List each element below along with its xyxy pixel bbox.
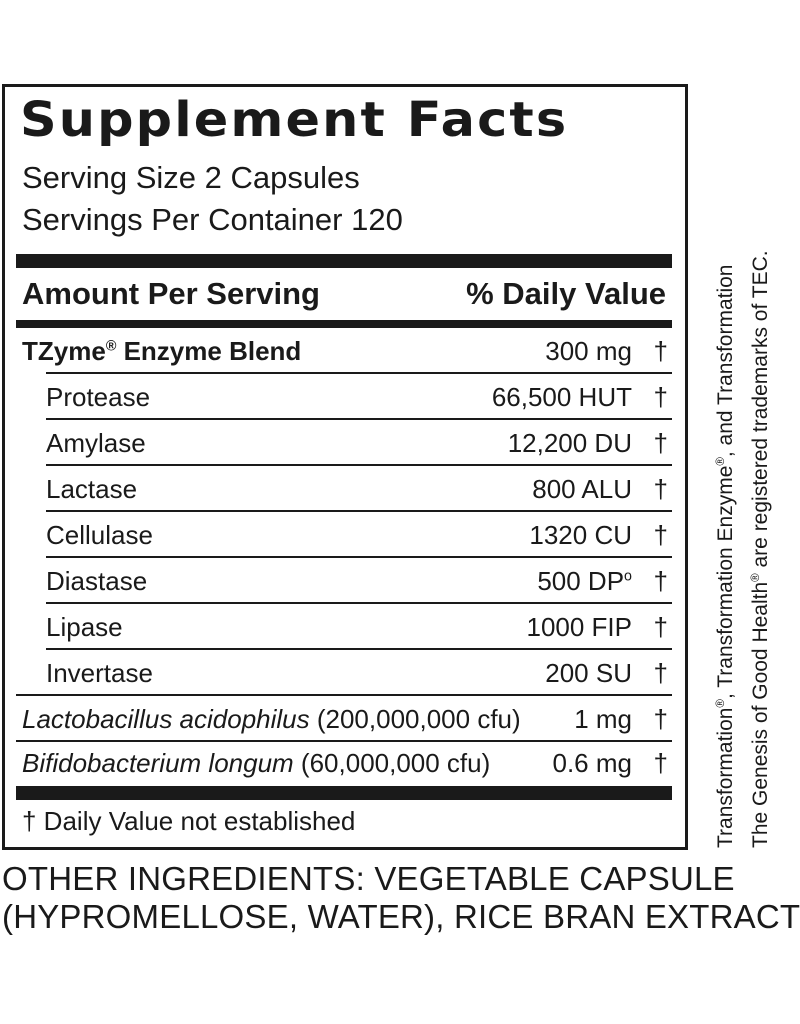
blend-amount: 300 mg (545, 336, 632, 366)
amount-per-serving-header: Amount Per Serving (22, 276, 320, 311)
trademark-line-2: The Genesis of Good Health® are registered trademarks of TEC. (749, 250, 772, 848)
ingredient-name: Protease (46, 382, 151, 412)
table-row (16, 374, 672, 420)
ingredient-name: Diastase (46, 566, 148, 596)
table-row (16, 740, 672, 786)
dagger-mark: † (653, 474, 668, 504)
table-row (16, 466, 672, 512)
ingredient-amount: 800 ALU (532, 474, 632, 504)
ingredient-name: Lactase (46, 474, 138, 504)
ingredient-amount: 66,500 HUT (491, 382, 632, 412)
dagger-mark: † (653, 612, 668, 642)
table-row (16, 650, 672, 696)
dagger-mark: † (653, 336, 668, 366)
blend-name: TZyme® Enzyme Blend (22, 336, 302, 366)
medium-divider (16, 320, 672, 328)
thick-divider-top (16, 254, 672, 268)
ingredient-amount: 1000 FIP (526, 612, 632, 642)
table-row (16, 696, 672, 742)
ingredient-name: Lipase (46, 612, 123, 642)
daily-value-header: % Daily Value (466, 276, 666, 311)
ingredient-name: Amylase (46, 428, 146, 458)
serving-size: Serving Size 2 Capsules (22, 160, 360, 195)
other-ingredients-line-2: (HYPROMELLOSE, WATER), RICE BRAN EXTRACT (2, 898, 800, 935)
table-row (16, 420, 672, 466)
table-row (16, 558, 672, 604)
footnote: † Daily Value not established (22, 806, 356, 836)
table-row (16, 512, 672, 558)
other-ingredients-line-1: OTHER INGREDIENTS: VEGETABLE CAPSULE (2, 860, 735, 897)
dagger-mark: † (653, 658, 668, 688)
thick-divider-bottom (16, 786, 672, 800)
ingredient-amount: 1 mg (574, 704, 632, 734)
servings-per-container: Servings Per Container 120 (22, 202, 403, 237)
dagger-mark: † (653, 520, 668, 550)
blend-row (16, 328, 672, 374)
dagger-mark: † (653, 748, 668, 778)
table-row (16, 604, 672, 650)
dagger-mark: † (653, 704, 668, 734)
panel-title: Supplement Facts (20, 92, 569, 148)
ingredient-name: Invertase (46, 658, 153, 688)
trademark-notice (706, 88, 776, 848)
ingredient-name: Bifidobacterium longum (60,000,000 cfu) (22, 748, 491, 778)
ingredient-name: Cellulase (46, 520, 153, 550)
ingredient-amount: 1320 CU (529, 520, 632, 550)
ingredient-amount: 500 $DP^o$ (537, 566, 632, 596)
dagger-mark: † (653, 382, 668, 412)
ingredient-amount: 12,200 DU (507, 428, 632, 458)
ingredient-name: Lactobacillus acidophilus (200,000,000 cfu) (22, 704, 521, 734)
dagger-mark: † (653, 566, 668, 596)
ingredient-amount: 0.6 mg (552, 748, 632, 778)
dagger-mark: † (653, 428, 668, 458)
trademark-line-1: Transformation®, Transformation Enzyme®, and Transformation (714, 264, 737, 848)
ingredient-amount: 200 SU (545, 658, 632, 688)
